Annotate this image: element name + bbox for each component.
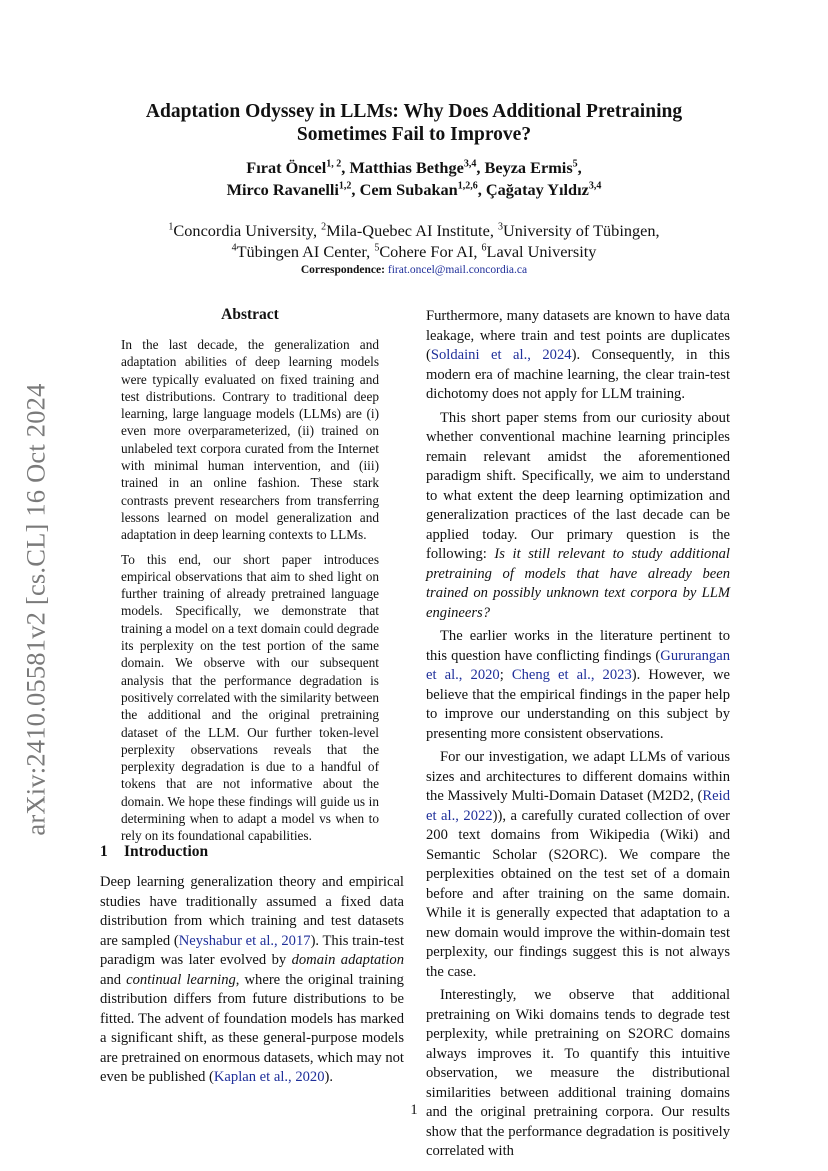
affiliation: $^5$Cohere For AI, bbox=[374, 242, 482, 261]
body-paragraph: This short paper stems from our curiosity about whether conventional machine learning principles remain relevant amidst the aforementioned paradigm shift. Specifically, we aim to understand to what extent the deep learning optimization and generalization practices of the last decade can be applied today. Our primary question is the following: Is it still relevant to study additional pretraining of models that have already been trained on possibly unknown text corpora by LLM engineers? bbox=[426, 409, 730, 621]
body-paragraph: Deep learning generalization theory and empirical studies have traditionally assumed a fixed data distribution from which training and test datasets are sampled (Neyshabur et al., 2017). This train-test paradigm was later evolved by domain adaptation and continual learning, where the original training distribution differs from future distributions to be fitted. The advent of foundation models has marked a significant shift, as these general-purpose models are pretrained on enormous datasets, which may not even be published (Kaplan et al., 2020). bbox=[100, 874, 405, 1085]
author: Beyza Ermis$^5$, bbox=[484, 158, 582, 177]
correspondence bbox=[100, 263, 728, 277]
body-column-right bbox=[426, 307, 730, 1162]
title-line-1: Adaptation Odyssey in LLMs: Why Does Additional Pretraining bbox=[145, 101, 683, 122]
citation-link[interactable]: Gururangan et al., 2020 bbox=[426, 647, 730, 683]
affiliation-list bbox=[100, 220, 728, 262]
body-paragraph: For our investigation, we adapt LLMs of various sizes and architectures to different domains within the Massively Multi-Domain Dataset (M2D2, (Reid et al., 2022)), a carefully curated collection of over 200 text domains from Wikipedia (Wiki) and Semantic Scholar (S2ORC). We compare the perplexities obtained on the test set of a domain before and after training on the same domain. While it is generally expected that adaptation to a new domain would improve the within-domain test perplexity, our findings suggest this is not always the case. bbox=[426, 749, 730, 980]
citation-link[interactable]: Reid et al., 2022 bbox=[426, 788, 730, 824]
citation-link[interactable]: Neyshabur et al., 2017 bbox=[178, 932, 311, 949]
affiliation: $^2$Mila-Quebec AI Institute, bbox=[321, 221, 498, 240]
section-title: Introduction bbox=[124, 843, 209, 860]
author: Cem Subakan$^{1,2,6}$, bbox=[359, 180, 486, 199]
affiliation: $^4$Tübingen AI Center, bbox=[231, 242, 375, 261]
body-paragraph: Furthermore, many datasets are known to have data leakage, where train and test points are duplicates (Soldaini et al., 2024). Consequently, in this modern era of machine learning, the clear train-test dichotomy does not apply for LLM training. bbox=[426, 308, 730, 402]
affiliation: $^1$Concordia University, bbox=[168, 221, 322, 240]
section-number: 1 bbox=[100, 843, 108, 860]
abstract-paragraph: In the last decade, the generalization and adaptation abilities of deep learning models were typically evaluated on fixed training and test distributions. Contrary to traditional deep learning, large language models (LLMs) are (i) even more overparameterized, (ii) trained on unlabeled text corpora curated from the Internet with minimal human intervention, and (iii) trained in an online fashion. These stark contrasts prevent researchers from transferring lessons learned on model generalization and adaptation in deep learning contexts to LLMs. bbox=[121, 337, 379, 543]
body-paragraph: Interestingly, we observe that additional pretraining on Wiki domains tends to degrade test perplexity, while pretraining on S2ORC domains always improves it. To quantify this intuitive observation, we measure the distributional similarities between additional training domains and the original pretraining corpora. Our results show that the performance degradation is positively correlated with bbox=[426, 987, 730, 1159]
title-line-2: Sometimes Fail to Improve? bbox=[296, 124, 532, 145]
correspondence-label: Correspondence: bbox=[300, 264, 385, 276]
correspondence-email-link[interactable]: firat.oncel@mail.concordia.ca bbox=[387, 264, 528, 276]
affiliation: $^3$University of Tübingen, bbox=[497, 221, 660, 240]
author-list bbox=[100, 157, 728, 201]
section-heading bbox=[100, 842, 400, 862]
body-paragraph: The earlier works in the literature pertinent to this question have conflicting findings (Gururangan et al., 2020; Cheng et al., 2023). However, we believe that the empirical findings in the paper help to improve our understanding on this subject by presenting more consistent observations. bbox=[426, 628, 730, 742]
citation-link[interactable]: Kaplan et al., 2020 bbox=[213, 1069, 325, 1085]
author: Çağatay Yıldız$^{3,4}$ bbox=[485, 180, 602, 199]
paper-title bbox=[100, 100, 728, 146]
affiliation: $^6$Laval University bbox=[481, 242, 597, 261]
arxiv-stamp bbox=[18, 371, 54, 848]
citation-link[interactable]: Soldaini et al., 2024 bbox=[430, 347, 572, 363]
author: Fırat Öncel$^{1, 2}$, bbox=[246, 158, 350, 177]
abstract-paragraph: To this end, our short paper introduces empirical observations that aim to shed light on further training of already pretrained language models. Specifically, we demonstrate that training a model on a text domain could degrade its perplexity on the test portion of the same domain. We observe with our subsequent analysis that the performance degradation is positively correlated with the similarity between the additional and the original pretraining dataset of the LLM. Our further token-level perplexity observations reveals that the perplexity degradation is due to a handful of tokens that are not informative about the domain. We hope these findings will guide us in determining when to adapt a model vs when to rely on its foundational capabilities. bbox=[121, 551, 379, 844]
author: Matthias Bethge$^{3,4}$, bbox=[349, 158, 485, 177]
citation-link[interactable]: Cheng et al., 2023 bbox=[511, 667, 632, 683]
arxiv-id: arXiv:2410.05581v2 [cs.CL] 16 Oct 2024 bbox=[20, 383, 51, 836]
intro-column-left bbox=[100, 873, 404, 1088]
page-number: 1 bbox=[410, 1102, 418, 1118]
abstract-heading: Abstract bbox=[221, 306, 279, 323]
abstract bbox=[121, 336, 379, 845]
author: Mirco Ravanelli$^{1,2}$, bbox=[226, 180, 360, 199]
